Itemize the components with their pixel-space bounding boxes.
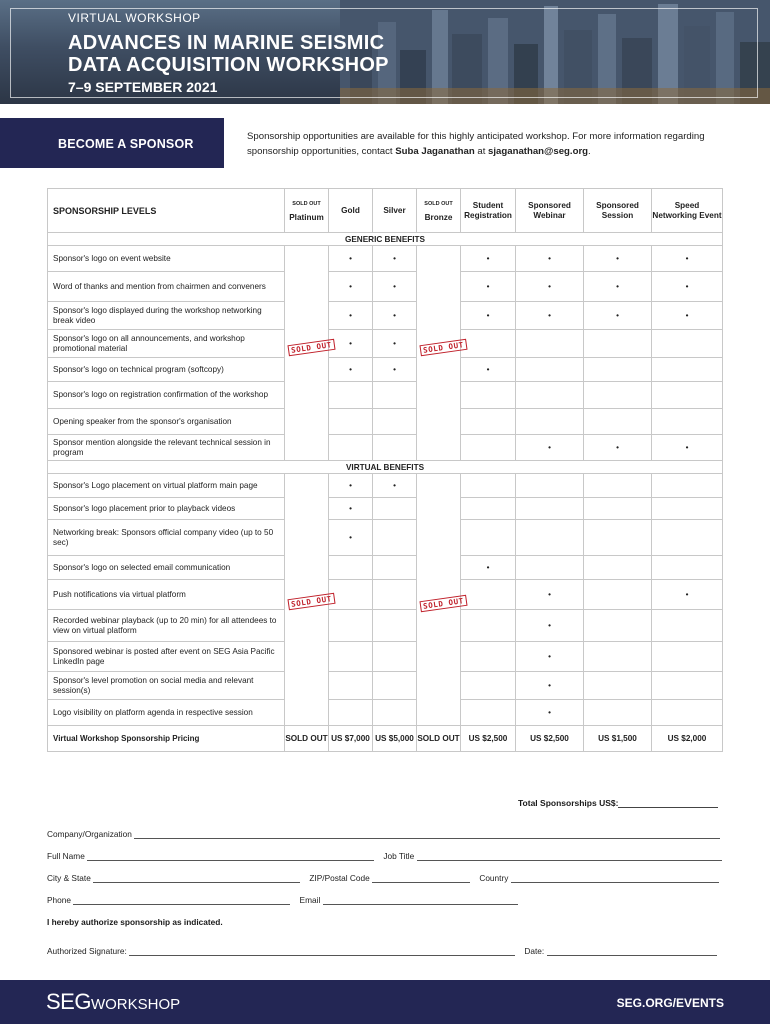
benefit-label: Sponsor's logo on event website — [48, 246, 285, 272]
virtual-benefits-row — [48, 461, 723, 474]
table-header-row — [48, 189, 723, 233]
price-cell: US $2,500 — [461, 726, 516, 752]
generic-benefits-title: GENERIC BENEFITS — [48, 233, 723, 246]
check-dot: • — [652, 272, 723, 302]
check-dot: • — [516, 272, 584, 302]
table-row — [48, 610, 723, 642]
check-dot: • — [329, 246, 373, 272]
phone-field[interactable] — [73, 896, 290, 905]
check-dot: • — [373, 330, 417, 358]
check-dot: • — [584, 435, 652, 461]
col-speed-networking: Speed Networking Event — [652, 189, 723, 233]
benefit-label: Sponsor's logo on registration confirmation of the workshop — [48, 382, 285, 409]
col-label: Platinum — [289, 212, 324, 222]
events-url-link[interactable]: SEG.ORG/EVENTS — [616, 996, 724, 1010]
email-field[interactable] — [323, 896, 518, 905]
table-row — [48, 302, 723, 330]
benefit-label: Sponsor's logo on selected email communication — [48, 556, 285, 580]
price-cell: SOLD OUT — [417, 726, 461, 752]
sold-out-stamp: SOLD OUT — [287, 339, 335, 356]
table-row — [48, 556, 723, 580]
date-label: Date: — [524, 946, 545, 956]
name-row — [47, 851, 722, 861]
pricing-label: Virtual Workshop Sponsorship Pricing — [48, 726, 285, 752]
benefit-label: Sponsor mention alongside the relevant technical session in program — [48, 435, 285, 461]
sold-out-stamp: SOLD OUT — [287, 593, 335, 610]
workshop-date: 7–9 SEPTEMBER 2021 — [68, 79, 218, 95]
check-dot: • — [373, 246, 417, 272]
check-dot: • — [516, 435, 584, 461]
workshop-title — [68, 32, 389, 76]
benefit-label: Sponsor's Logo placement on virtual platform main page — [48, 474, 285, 498]
virtual-benefits-title: VIRTUAL BENEFITS — [48, 461, 723, 474]
check-dot: • — [461, 556, 516, 580]
date-field[interactable] — [547, 947, 717, 956]
check-dot: • — [516, 610, 584, 642]
table-row — [48, 700, 723, 726]
benefit-label: Sponsor's logo on technical program (softcopy) — [48, 358, 285, 382]
check-dot: • — [461, 358, 516, 382]
country-label: Country — [479, 873, 509, 883]
benefit-label: Logo visibility on platform agenda in respective session — [48, 700, 285, 726]
total-field[interactable] — [618, 799, 718, 808]
check-dot: • — [584, 272, 652, 302]
sponsorship-table — [47, 188, 723, 752]
col-silver: Silver — [373, 189, 417, 233]
check-dot: • — [516, 580, 584, 610]
table-row — [48, 358, 723, 382]
check-dot: • — [373, 474, 417, 498]
check-dot: • — [373, 358, 417, 382]
benefit-label: Opening speaker from the sponsor's organisation — [48, 409, 285, 435]
total-sponsorships — [518, 798, 718, 808]
price-cell: US $2,500 — [516, 726, 584, 752]
col-gold: Gold — [329, 189, 373, 233]
check-dot: • — [329, 498, 373, 520]
sold-out-mini: SOLD OUT — [292, 200, 321, 207]
table-row — [48, 435, 723, 461]
signature-row — [47, 946, 717, 956]
pricing-row — [48, 726, 723, 752]
table-row — [48, 330, 723, 358]
company-row — [47, 829, 720, 839]
signature-label: Authorized Signature: — [47, 946, 127, 956]
table-row — [48, 272, 723, 302]
check-dot: • — [329, 358, 373, 382]
check-dot: • — [652, 246, 723, 272]
benefit-label: Sponsor's logo on all announcements, and workshop promotional material — [48, 330, 285, 358]
col-label: Bronze — [424, 212, 453, 222]
col-platinum — [285, 189, 329, 233]
city-label: City & State — [47, 873, 91, 883]
email-label: Email — [299, 895, 321, 905]
check-dot: • — [373, 302, 417, 330]
price-cell: SOLD OUT — [285, 726, 329, 752]
check-dot: • — [461, 246, 516, 272]
benefit-label: Push notifications via virtual platform — [48, 580, 285, 610]
phone-label: Phone — [47, 895, 71, 905]
check-dot: • — [329, 302, 373, 330]
platinum-sold-out-cell — [285, 246, 333, 461]
logo-sub: WORKSHOP — [90, 996, 181, 1013]
generic-benefits-row — [48, 233, 723, 246]
price-cell: US $1,500 — [584, 726, 652, 752]
col-student-registration: Student Registration — [461, 189, 516, 233]
table-row — [48, 520, 723, 556]
intro-end: . — [588, 146, 591, 157]
become-sponsor-heading: BECOME A SPONSOR — [0, 118, 224, 168]
col-sponsored-webinar: Sponsored Webinar — [516, 189, 584, 233]
table-row — [48, 498, 723, 520]
table-row — [48, 382, 723, 409]
table-row — [48, 474, 723, 498]
check-dot: • — [584, 246, 652, 272]
table-row — [48, 642, 723, 672]
full-name-label: Full Name — [47, 851, 85, 861]
signature-field[interactable] — [129, 947, 515, 956]
seg-workshop-logo — [46, 989, 180, 1015]
check-dot: • — [329, 474, 373, 498]
footer-bar — [0, 980, 770, 1024]
check-dot: • — [516, 700, 584, 726]
table-row — [48, 246, 723, 272]
title-line-2: DATA ACQUISITION WORKSHOP — [68, 54, 389, 76]
table-row — [48, 409, 723, 435]
city-field[interactable] — [93, 874, 300, 883]
benefit-label: Recorded webinar playback (up to 20 min) for all attendees to view on virtual platform — [48, 610, 285, 642]
col-bronze — [417, 189, 461, 233]
table-row — [48, 672, 723, 700]
check-dot: • — [329, 520, 373, 556]
check-dot: • — [329, 272, 373, 302]
title-line-1: ADVANCES IN MARINE SEISMIC — [68, 32, 385, 54]
location-row — [47, 873, 719, 883]
check-dot: • — [329, 330, 373, 358]
company-field[interactable] — [134, 830, 720, 839]
table-row — [48, 580, 723, 610]
intro-at: at — [474, 146, 489, 157]
check-dot: • — [584, 302, 652, 330]
check-dot: • — [461, 272, 516, 302]
check-dot: • — [652, 580, 723, 610]
check-dot: • — [373, 272, 417, 302]
logo-main: SEG — [46, 989, 91, 1014]
benefit-label: Networking break: Sponsors official company video (up to 50 sec) — [48, 520, 285, 556]
sold-out-stamp: SOLD OUT — [419, 339, 467, 356]
check-dot: • — [516, 642, 584, 672]
zip-label: ZIP/Postal Code — [309, 873, 370, 883]
col-sponsored-session: Sponsored Session — [584, 189, 652, 233]
intro-body: Sponsorship opportunities are available for this highly anticipated workshop. For more information regarding sponsorship opportunities, contact — [247, 131, 705, 157]
price-cell: US $5,000 — [373, 726, 417, 752]
sold-out-stamp: SOLD OUT — [419, 595, 467, 612]
sponsorship-levels-label: SPONSORSHIP LEVELS — [48, 189, 285, 233]
job-title-label: Job Title — [383, 851, 415, 861]
contact-email-link[interactable]: sjaganathan@seg.org — [488, 146, 589, 157]
bronze-sold-out-cell — [417, 246, 465, 461]
check-dot: • — [652, 302, 723, 330]
benefit-label: Sponsored webinar is posted after event on SEG Asia Pacific LinkedIn page — [48, 642, 285, 672]
benefit-label: Sponsor's level promotion on social media and relevant session(s) — [48, 672, 285, 700]
company-label: Company/Organization — [47, 829, 132, 839]
job-title-field[interactable] — [417, 852, 722, 861]
benefit-label: Word of thanks and mention from chairmen and conveners — [48, 272, 285, 302]
country-field[interactable] — [511, 874, 719, 883]
benefit-label: Sponsor's logo displayed during the workshop networking break video — [48, 302, 285, 330]
intro-text — [247, 129, 723, 159]
price-cell: US $7,000 — [329, 726, 373, 752]
zip-field[interactable] — [372, 874, 470, 883]
check-dot: • — [461, 302, 516, 330]
sold-out-mini: SOLD OUT — [424, 200, 453, 207]
full-name-field[interactable] — [87, 852, 374, 861]
banner-tag: VIRTUAL WORKSHOP — [68, 11, 201, 25]
benefit-label: Sponsor's logo placement prior to playback videos — [48, 498, 285, 520]
header-banner — [0, 0, 770, 104]
total-label: Total Sponsorships US$: — [518, 798, 619, 808]
bronze-sold-out-cell — [417, 474, 465, 726]
check-dot: • — [516, 302, 584, 330]
check-dot: • — [516, 246, 584, 272]
platinum-sold-out-cell — [285, 474, 333, 726]
contact-name: Suba Jaganathan — [395, 146, 475, 157]
authorize-statement: I hereby authorize sponsorship as indicated. — [47, 917, 223, 927]
check-dot: • — [652, 435, 723, 461]
price-cell: US $2,000 — [652, 726, 723, 752]
contact-row — [47, 895, 518, 905]
check-dot: • — [516, 672, 584, 700]
